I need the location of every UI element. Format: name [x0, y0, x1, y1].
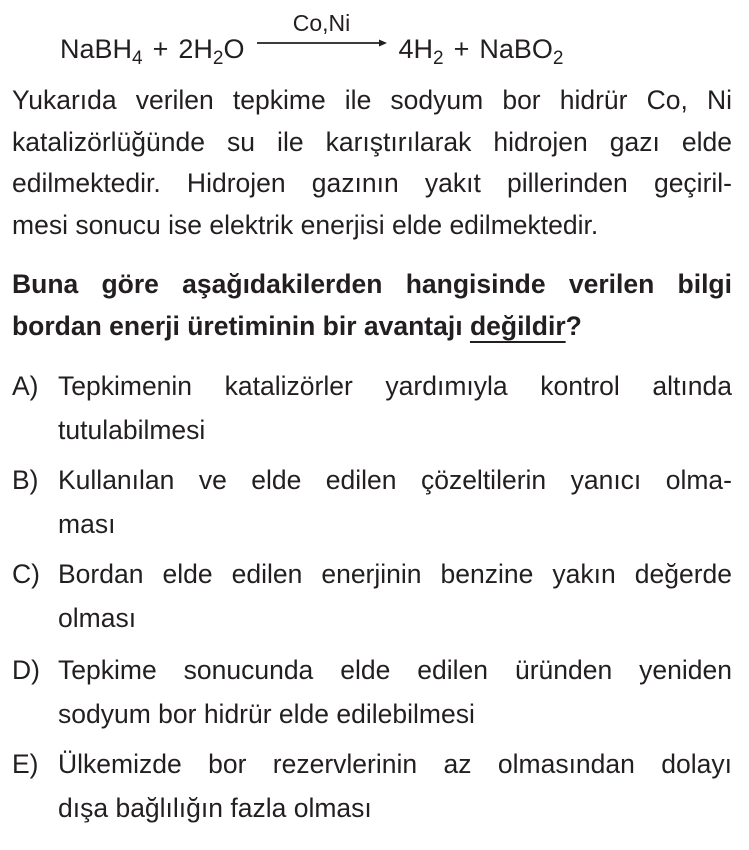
intro-line: mesi sonucu ise elektrik enerjisi elde edilmektedir. [12, 209, 599, 240]
option-letter: D) [12, 655, 40, 685]
option-letter: B) [12, 465, 39, 495]
option-text: dışa bağlılığın fazla olması [58, 793, 372, 823]
question-line: Buna göre aşağıdakilerden hangisinde verilen bilgi [12, 269, 732, 299]
chemical-equation [60, 10, 564, 69]
catalyst-label: Co,Ni [292, 10, 351, 36]
product-hydrogen: $4H_2$ [398, 34, 444, 69]
reactant-nabh4: NaBH$_4$ [60, 34, 143, 69]
reaction-arrow [257, 10, 387, 58]
option-text: Bordan elde edilen enerjinin benzine yakın değerde [58, 559, 732, 589]
intro-line: edilmektedir. Hidrojen gazının yakıt pillerinden geçiril- [12, 168, 732, 198]
option-text: olması [58, 603, 137, 633]
option-text: ması [58, 509, 116, 539]
plus-sign: + [152, 34, 169, 64]
emphasis-underlined: değildir [469, 310, 566, 341]
option-text: Tepkime sonucunda elde edilen üründen yeniden [58, 655, 732, 685]
arrow-icon [257, 38, 387, 48]
question-line: bordan enerji üretiminin bir avantajı değildir? [12, 310, 582, 341]
reactant-water: $2H_2O$ [178, 34, 245, 69]
product-nabo2: NaBO$_2$ [479, 34, 564, 69]
option-text: Ülkemizde bor rezervlerinin az olmasından dolayı [58, 749, 732, 779]
intro-paragraph [12, 80, 732, 246]
plus-sign: + [453, 34, 470, 64]
option-letter: E) [12, 749, 39, 779]
option-letter: C) [12, 559, 40, 589]
option-letter: A) [12, 371, 39, 401]
intro-line: katalizörlüğünde su ile karıştırılarak hidrojen gazı elde [12, 126, 732, 157]
option-text: Tepkimenin katalizörler yardımıyla kontrol altında [58, 371, 732, 401]
option-text: tutulabilmesi [58, 415, 206, 445]
option-text: Kullanılan ve elde edilen çözeltilerin yanıcı olma- [58, 465, 732, 495]
intro-line: Yukarıda verilen tepkime ile sodyum bor hidrür Co, Ni [12, 85, 732, 115]
question-stem [12, 264, 732, 347]
option-text: sodyum bor hidrür elde edilebilmesi [58, 699, 475, 729]
